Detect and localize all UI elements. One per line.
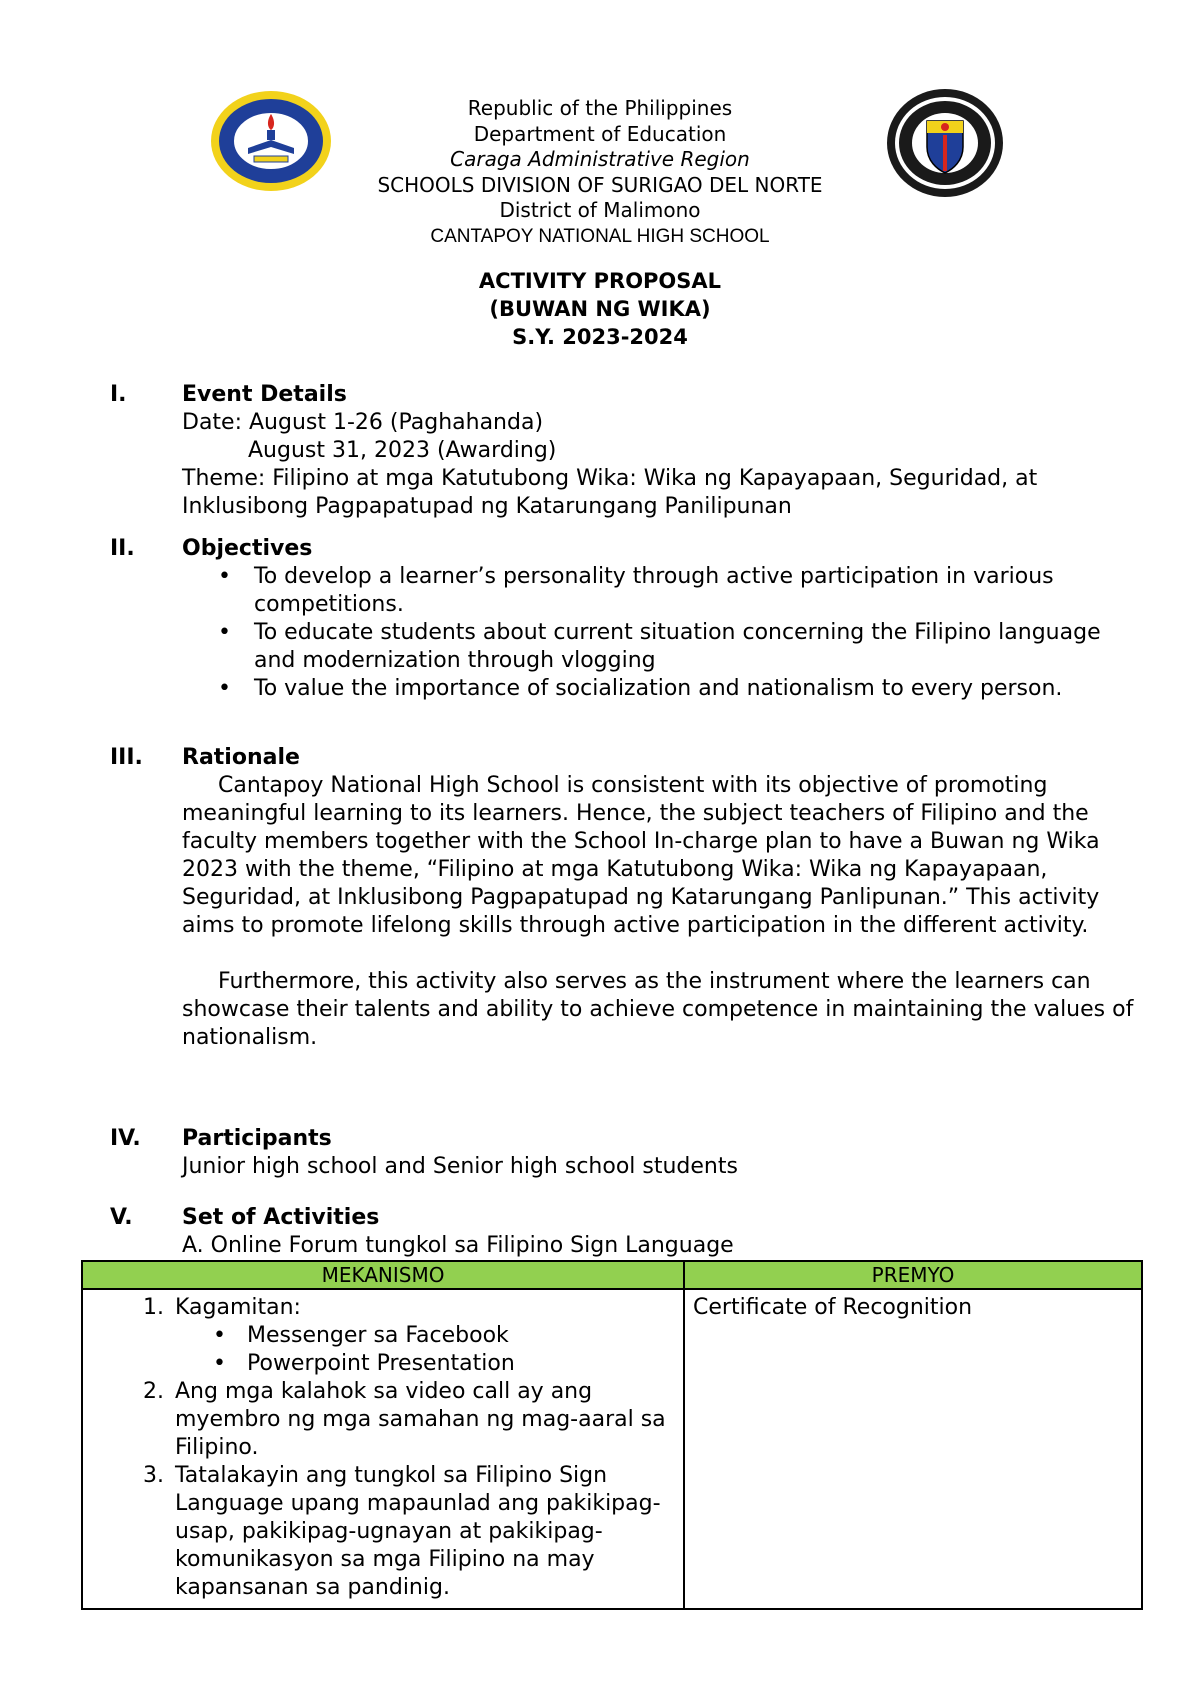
objectives-list bbox=[182, 563, 1142, 703]
school-line: CANTAPOY NATIONAL HIGH SCHOOL bbox=[430, 225, 770, 247]
materials-list bbox=[175, 1322, 675, 1378]
document-title bbox=[0, 267, 1200, 351]
objective-item: • To educate students about current situation concerning the Filipino language and modernization through vlogging bbox=[254, 619, 1142, 675]
event-theme: Theme: Filipino at mga Katutubong Wika: Wika ng Kapayapaan, Seguridad, at Inklusibong Pagpapatupad ng Katarungang Panilipunan bbox=[182, 466, 1038, 519]
prize-cell: Certificate of Recognition bbox=[684, 1289, 1142, 1609]
event-awarding-date: August 31, 2023 (Awarding) bbox=[248, 438, 557, 463]
section-heading: Objectives bbox=[182, 536, 313, 561]
section-heading: Event Details bbox=[182, 382, 347, 407]
section-number: II. bbox=[110, 536, 135, 561]
mechanism-item: 2. Ang mga kalahok sa video call ay ang myembro ng mga samahan ng mag-aaral sa Filipino. bbox=[171, 1378, 675, 1462]
section-heading: Set of Activities bbox=[182, 1205, 380, 1230]
participants-text: Junior high school and Senior high school students bbox=[182, 1154, 738, 1179]
district-line: District of Malimono bbox=[499, 198, 701, 222]
republic-line: Republic of the Philippines bbox=[467, 96, 733, 120]
mechanism-list bbox=[91, 1294, 675, 1602]
section-number: IV. bbox=[110, 1126, 141, 1151]
section-heading: Rationale bbox=[182, 745, 300, 770]
department-line: Department of Education bbox=[473, 121, 727, 146]
title-line-3: S.Y. 2023-2024 bbox=[512, 325, 688, 349]
mechanism-cell bbox=[82, 1289, 684, 1609]
section-number: V. bbox=[110, 1205, 133, 1230]
title-line-2: (BUWAN NG WIKA) bbox=[489, 297, 711, 321]
letterhead bbox=[0, 96, 1200, 249]
column-header-mekanismo: MEKANISMO bbox=[82, 1261, 684, 1289]
column-header-premyo: PREMYO bbox=[684, 1261, 1142, 1289]
mechanism-item bbox=[171, 1294, 675, 1378]
mechanism-item: 3. Tatalakayin ang tungkol sa Filipino Sign Language upang mapaunlad ang pakikipag-usap, pakikipag-ugnayan at pakikipag-komunikasyon sa mga Filipino na may kapansanan sa pandinig. bbox=[171, 1462, 675, 1602]
material-item: • Powerpoint Presentation bbox=[243, 1350, 675, 1378]
title-line-1: ACTIVITY PROPOSAL bbox=[478, 269, 722, 293]
material-item: • Messenger sa Facebook bbox=[243, 1322, 675, 1350]
objective-item: • To value the importance of socialization and nationalism to every person. bbox=[254, 675, 1142, 703]
rationale-paragraph-2: Furthermore, this activity also serves as the instrument where the learners can showcase their talents and ability to achieve competence in maintaining the values of nationalism. bbox=[182, 969, 1134, 1050]
section-number: I. bbox=[110, 382, 127, 407]
division-line: SCHOOLS DIVISION OF SURIGAO DEL NORTE bbox=[377, 172, 823, 197]
rationale-paragraph-1: Cantapoy National High School is consistent with its objective of promoting meaningful learning to its learners. Hence, the subject teachers of Filipino and the faculty members together with the School In-charge plan to have a Buwan ng Wika 2023 with the theme, “Filipino at mga Katutubong Wika: Wika ng Kapayapaan, Seguridad, at Inklusibong Pagpapatupad ng Katarungang Panlipunan.” This activity aims to promote lifelong skills through active participation in the different activity. bbox=[182, 773, 1100, 938]
objective-item: • To develop a learner’s personality through active participation in various competitions. bbox=[254, 563, 1142, 619]
activity-table bbox=[81, 1260, 1143, 1610]
activity-subheading: A. Online Forum tungkol sa Filipino Sign Language bbox=[182, 1233, 734, 1258]
section-number: III. bbox=[110, 745, 143, 770]
table-row bbox=[82, 1289, 1142, 1609]
region-line: Caraga Administrative Region bbox=[450, 147, 750, 171]
event-date: Date: August 1-26 (Paghahanda) bbox=[182, 410, 544, 435]
mechanism-item-text: Kagamitan: bbox=[175, 1295, 301, 1320]
table-header-row bbox=[82, 1261, 1142, 1289]
section-heading: Participants bbox=[182, 1126, 332, 1151]
